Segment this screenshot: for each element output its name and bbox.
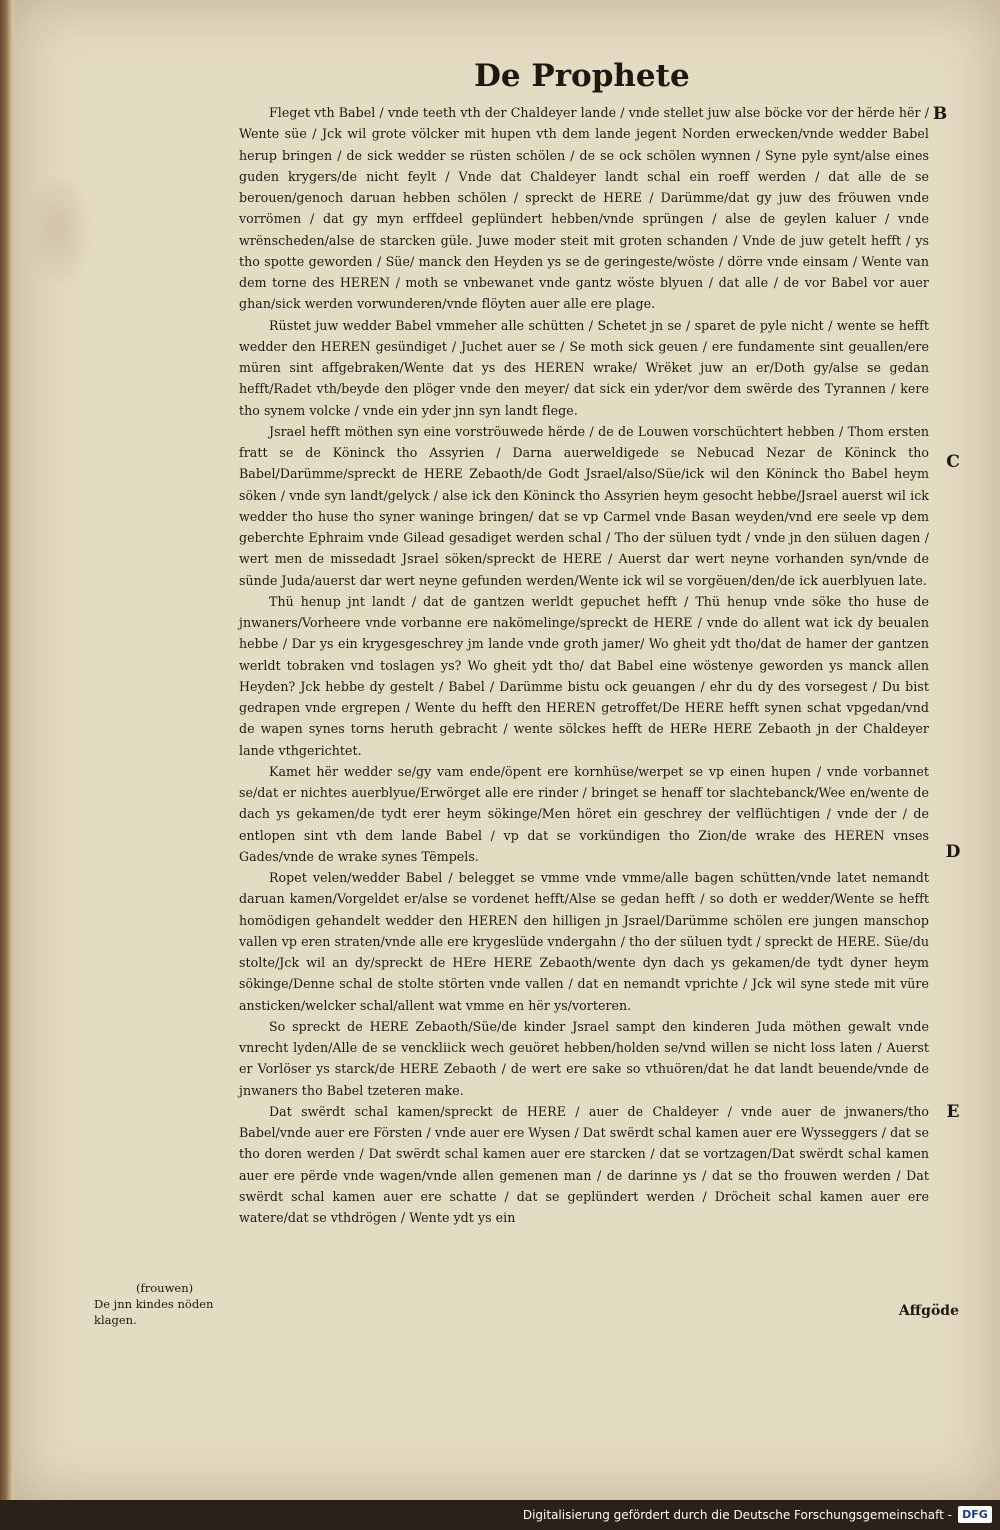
section-letter-c: C (946, 452, 960, 472)
paragraph-3: Jsrael hefft möthen syn eine vorströuwede hërde / de de Louwen vorschüchtert hebben / Thom ersten fratt se de Köninck tho Assyrien / Darna auerweldigede se Nebucad Nezar de Köninck tho Babel/Darümme/spreckt de HERE Zebaoth/de Godt Jsrael/also/Süe/ick wil den Köninck tho Babel heym söken / vnde syn landt/gelyck / alse ick den Köninck tho Assyrien heym gesocht hebbe/Jsrael auerst wil ick wedder tho huse tho syner waninge bringen/ dat se vp Carmel vnde Basan weyden/vnd ere seele vp dem geberchte Ephraim vnde Gilead gesadiget werden schal / Tho der süluen tydt / vnde jn den süluen dagen / wert men de missedadt Jsrael söken/spreckt de HERE / Auerst dar wert neyne vorhanden syn/vnde de sünde Juda/auerst dar wert neyne gefunden werden/Wente ick wil se vorgëuen/den/de ick auerblyuen late. (239, 423, 929, 588)
paragraph-6: Ropet velen/wedder Babel / belegget se vmme vnde vmme/alle bagen schütten/vnde latet nemandt daruan kamen/Vorgeldet er/alse se vordenet hefft/Alse se gedan hefft / so doth er wedder/Wente se hefft homödigen gehandelt wedder den HEREN den hilligen jn Jsrael/Darümme schölen ere jungen manschop vallen vp eren straten/vnde alle ere krygeslüde vndergahn / tho der süluen tydt / spreckt de HERE. Süe/du stolte/Jck wil an dy/spreckt de HEre HERE Zebaoth/wente dyn dach ys gekamen/de tydt dyner heym sökinge/Denne schal de stolte störten vnde vallen / dat en nemandt vprichte / Jck wil syne stede mit vüre ansticken/welcker schal/allent wat vmme en hër ys/vorteren. (239, 870, 929, 1013)
paragraph-1: Fleget vth Babel / vnde teeth vth der Chaldeyer lande / vnde stellet juw alse böcke vor der hërde hër / Wente süe / Jck wil grote völcker mit hupen vth dem lande jegent Norden erwecken/vnde wedder Babel herup bringen / de sick wedder se rüsten schölen / de se ock schölen wynnen / Syne pyle synt/alse eines guden krygers/de nicht feylt / Vnde dat Chaldeyer landt schal ein roeff werden / dat alle de se berouen/genoch daruan hebben schölen / spreckt de HERE / Darümme/dat gy juw des fröuwen vnde vorrömen / dat gy myn erffdeel geplündert hebben/vnde sprüngen / alse de geylen kaluer / vnde wrënscheden/alse de starcken güle. Juwe moder steit mit groten schanden / Vnde de juw getelt hefft / ys tho spotte geworden / Süe/ manck den Heyden ys se de geringeste/wöste / dörre vnde einsam / Wente van dem torne des HEREN / moth se vnbewanet vnde gantz wöste blyuen / dat alle / de vor Babel vor auer ghan/sick werden vorwunderen/vnde flöyten auer alle ere plage. (239, 105, 929, 312)
text-column (239, 102, 929, 1228)
margin-note-bottom: De jnn kindes nöden klagen. (94, 1297, 214, 1327)
page-headline: De Prophete (474, 58, 690, 94)
section-letter-d: D (945, 842, 961, 862)
page-stain (24, 170, 94, 290)
margin-note-top: (frouwen) (136, 1281, 194, 1295)
footer-credit: Digitalisierung gefördert durch die Deutsche Forschungsgemeinschaft - (522, 1508, 952, 1522)
paragraph-2: Rüstet juw wedder Babel vmmeher alle schütten / Schetet jn se / sparet de pyle nicht / wente se hefft wedder den HEREN gesündiget / Juchet auer se / Se moth sick geuen / ere fundamente sint geuallen/ere müren sint affgebraken/Wente dat ys des HEREN wrake/ Wrëket juw an er/Doth gy/alse se gedan hefft/Radet vth/beyde den plöger vnde den meyer/ dat sick ein yder/vor dem swërde des Tyrannen / kere tho synem volcke / vnde ein yder jnn syn landt flege. (239, 317, 929, 418)
paragraph-7: So spreckt de HERE Zebaoth/Süe/de kinder Jsrael sampt den kinderen Juda möthen gewalt vnde vnrecht lyden/Alle de se venckliick wech geuöret hebben/holden se/vnd willen se nicht loss laten / Auerst er Vorlöser ys starck/de HERE Zebaoth / de wert ere sake so vthuören/dat he dat landt beuende/vnde de jnwaners tho Babel tzeteren make. (239, 1018, 929, 1098)
catchword: Affgöde (898, 1303, 959, 1319)
book-page (14, 0, 1000, 1500)
paragraph-4: Thü henup jnt landt / dat de gantzen werldt gepuchet hefft / Thü henup vnde söke tho huse de jnwaners/Vorheere vnde vorbanne ere nakömelinge/spreckt de HERE / vnde do allent wat ick dy beualen hebbe / Dar ys ein krygesgeschrey jm lande vnde groth jamer/ Wo gheit ydt tho/dat de hamer der gantzen werldt tobraken vnd toslagen ys? Wo gheit ydt tho/ dat Babel eine wöstenye geworden ys manck allen Heyden? Jck hebbe dy gestelt / Babel / Darümme bistu ock geuangen / ehr du dy des vorsegest / Du bist gedrapen vnde ergrepen / Wente du hefft den HEREN getroffet/De HERE hefft synen schat vpgedan/vnd de wapen synes torns heruth gebracht / wente sölckes hefft de HERe HERE Zebaoth jn der Chaldeyer lande vthgerichtet. (239, 593, 929, 758)
footer-bar (0, 1500, 1000, 1530)
paragraph-8: Dat swërdt schal kamen/spreckt de HERE / auer de Chaldeyer / vnde auer de jnwaners/tho Babel/vnde auer ere Försten / vnde auer ere Wysen / Dat swërdt schal kamen auer ere Wysseggers / dat se tho doren werden / Dat swërdt schal kamen auer ere starcken / dat se vortzagen/Dat swërdt schal kamen auer ere përde vnde wagen/vnde allen gemenen man / de darinne ys / dat se tho frouwen werden / Dat swërdt schal kamen auer ere schatte / dat se geplündert werden / Dröcheit schal kamen auer ere watere/dat se vthdrögen / Wente ydt ys ein (239, 1103, 929, 1225)
paragraph-5: Kamet hër wedder se/gy vam ende/öpent ere kornhüse/werpet se vp einen hupen / vnde vorbannet se/dat er nichtes auerblyue/Erwörget alle ere rinder / bringet se henaff tor slachtebanck/Wee en/wente de dach ys gekamen/de tydt erer heym sökinge/Men höret ein geschrey der velflüchtigen / vnde der / de entlopen sint vth dem lande Babel / vp dat se vorkündigen tho Zion/de wrake des HEREN vnses Gades/vnde de wrake synes Tëmpels. (239, 763, 929, 864)
dfg-logo: DFG (958, 1506, 992, 1523)
section-letter-e: E (946, 1102, 960, 1122)
margin-note (94, 1280, 234, 1328)
section-letter-b: B (932, 104, 948, 124)
